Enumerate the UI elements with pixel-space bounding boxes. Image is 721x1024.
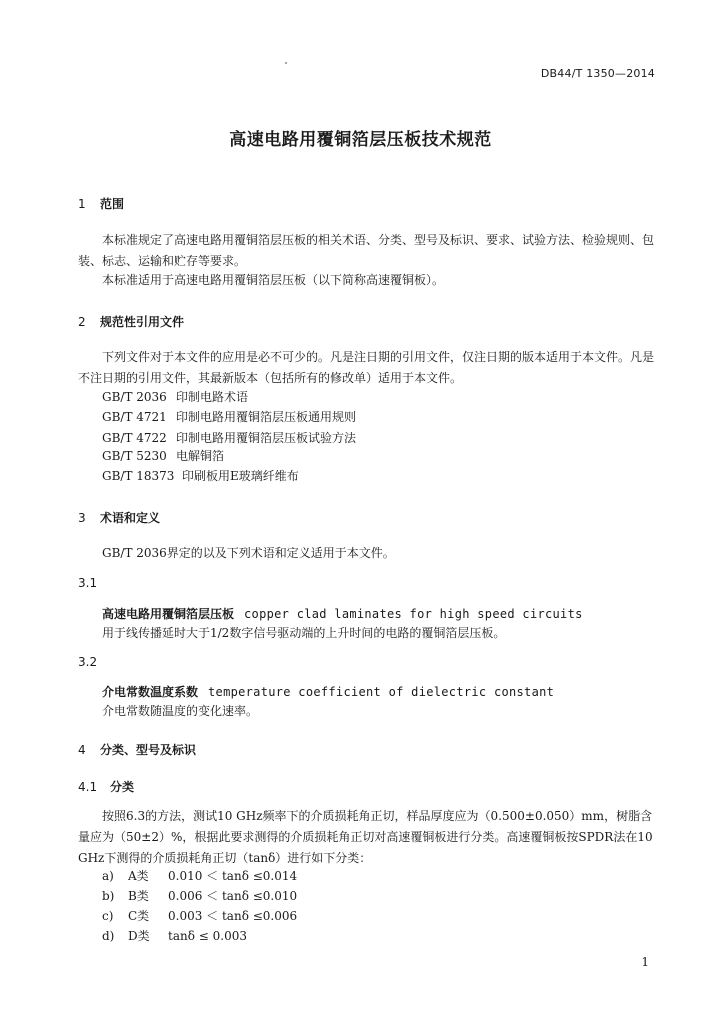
classification-item: c) C类 0.003 ＜ tanδ ≤0.006 [102,909,298,923]
reference-item: GB/T 4721 印制电路用覆铜箔层压板通用规则 [102,410,357,424]
term-3-2-definition: 介电常数随温度的变化速率。 [102,704,259,718]
term-3-2-number: 3.2 [78,655,98,669]
reference-item: GB/T 4722 印制电路用覆铜箔层压板试验方法 [102,431,357,445]
section-1-paragraph-2: 本标准适用于高速电路用覆铜箔层压板（以下简称高速覆铜板）。 [102,273,445,287]
reference-item: GB/T 18373 印刷板用E玻璃纤维布 [102,469,299,483]
section-title: 范围 [100,197,125,211]
classification-item: a) A类 0.010 ＜ tanδ ≤0.014 [102,869,298,883]
section-number: 4 [78,743,86,757]
section-1-heading [78,195,124,212]
term-3-2 [102,683,554,700]
section-number: 2 [78,315,86,329]
term-en: copper clad laminates for high speed circuits [244,607,583,621]
section-number: 3 [78,511,86,525]
document-title: 高速电路用覆铜箔层压板技术规范 [229,130,492,150]
term-3-1 [102,605,583,622]
classification-item: b) B类 0.006 ＜ tanδ ≤0.010 [102,889,298,903]
section-2-heading [78,313,184,330]
term-3-1-definition: 用于线传播延时大于1/2数字信号驱动端的上升时间的电路的覆铜箔层压板。 [102,626,506,640]
section-number: 4.1 [78,780,98,794]
term-en: temperature coefficient of dielectric constant [208,685,555,699]
section-4-1-paragraph-1: 按照6.3的方法，测试10 GHz频率下的介质损耗角正切，样品厚度应为（0.500±0.050）mm，树脂含量应为（50±2）%，根据此要求测得的介质损耗角正切对高速覆铜板进行分类。高速覆铜板按SPDR法在10 GHz下测得的介质损耗角正切（tanδ）进行如下分类： [78,809,653,865]
section-title: 规范性引用文件 [100,315,185,329]
section-1-paragraph-1: 本标准规定了高速电路用覆铜箔层压板的相关术语、分类、型号及标识、要求、试验方法、检验规则、包装、标志、运输和贮存等要求。 [78,233,655,268]
section-title: 术语和定义 [100,511,161,525]
section-3-heading [78,509,160,526]
term-zh: 介电常数温度系数 [102,685,199,699]
term-zh: 高速电路用覆铜箔层压板 [102,607,235,621]
section-2-paragraph-1: 下列文件对于本文件的应用是必不可少的。凡是注日期的引用文件，仅注日期的版本适用于本文件。凡是不注日期的引用文件，其最新版本（包括所有的修改单）适用于本文件。 [78,350,655,385]
page-number: 1 [641,955,649,969]
section-3-paragraph-1: GB/T 2036界定的以及下列术语和定义适用于本文件。 [102,546,395,560]
section-4-1-heading [78,778,134,795]
section-4-heading [78,741,196,758]
scan-speck [285,62,287,64]
section-title: 分类、型号及标识 [100,743,197,757]
section-number: 1 [78,197,86,211]
term-3-1-number: 3.1 [78,576,98,590]
reference-item: GB/T 5230 电解铜箔 [102,449,225,463]
section-title: 分类 [110,780,135,794]
reference-item: GB/T 2036 印制电路术语 [102,390,249,404]
document-number: DB44/T 1350—2014 [540,67,655,80]
classification-item: d) D类 tanδ ≤ 0.003 [102,929,247,943]
